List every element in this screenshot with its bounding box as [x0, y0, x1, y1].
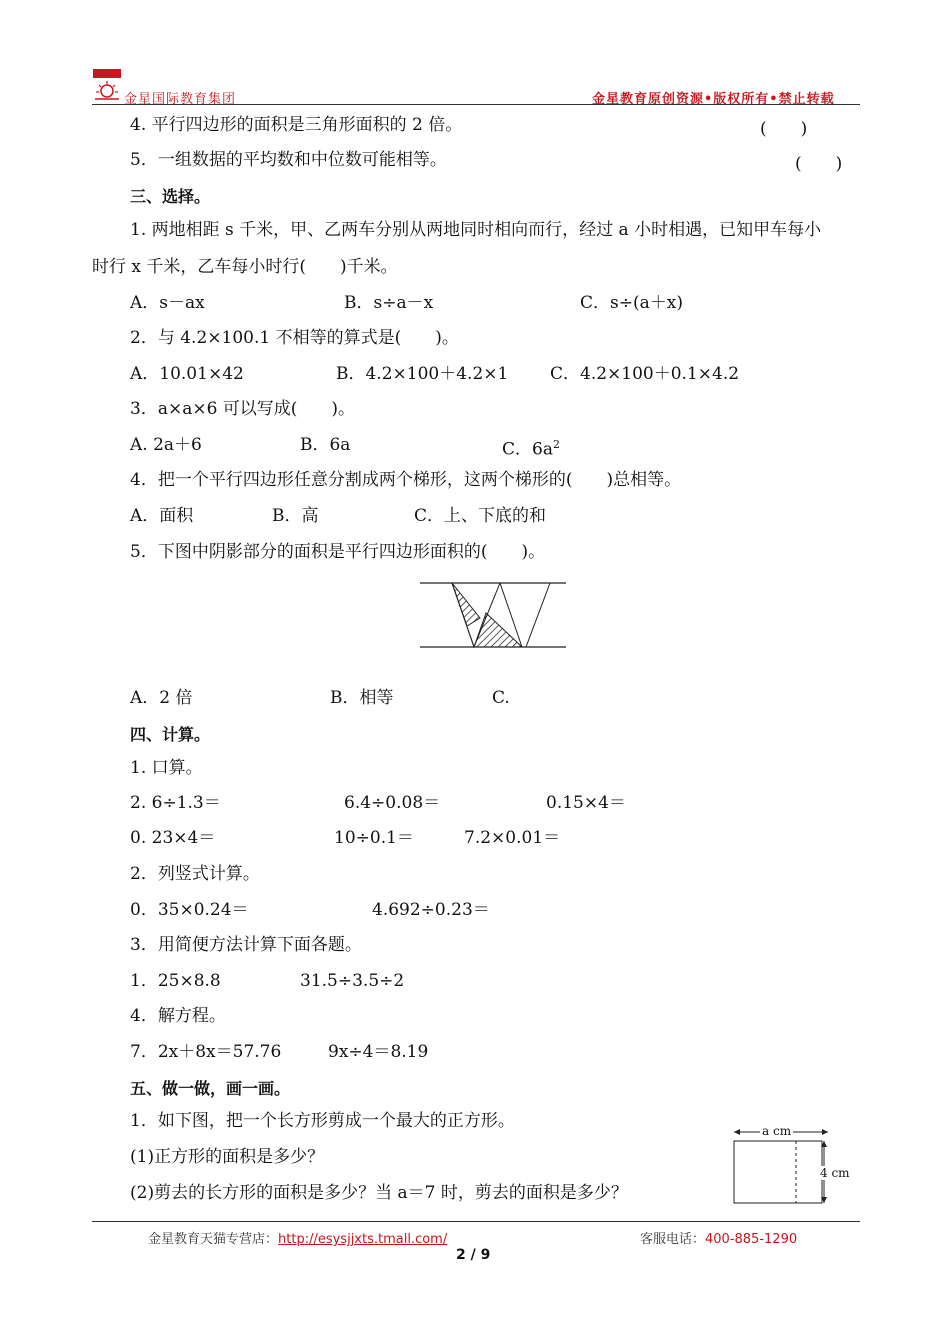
logo-text: 金星国际教育集团 — [124, 92, 237, 107]
footer-phone-number: 400-885-1290 — [705, 1232, 798, 1247]
footer-store-link[interactable]: http://esysjjxts.tmall.com/ — [278, 1232, 448, 1247]
q3-option-c[interactable] — [502, 434, 560, 461]
q5-option-c[interactable]: C. — [492, 688, 510, 708]
q1-option-b[interactable]: B．s÷a－x — [344, 293, 434, 313]
judge-answer-4[interactable]: ( ) — [760, 119, 808, 139]
q1-option-c[interactable]: C．s÷(a＋x) — [580, 293, 683, 313]
s5-sub2: (2)剪去的长方形的面积是多少？当 a＝7 时，剪去的面积是多少？ — [130, 1183, 628, 1203]
fig-height-label: 4 cm — [820, 1166, 850, 1180]
calc-part-3: 3．用简便方法计算下面各题。 — [130, 935, 362, 955]
page-number: 2 / 9 — [456, 1247, 491, 1263]
calc-part-4: 4．解方程。 — [130, 1006, 226, 1026]
calc-row1-item2: 6.4÷0.08＝ — [344, 793, 441, 813]
q4-text: 4．把一个平行四边形任意分割成两个梯形，这两个梯形的( )总相等。 — [130, 470, 682, 490]
calc-row2-item2: 10÷0.1＝ — [334, 828, 414, 848]
q5-text: 5．下图中阴影部分的面积是平行四边形面积的( )。 — [130, 542, 546, 562]
q2-text: 2．与 4.2×100.1 不相等的算式是( )。 — [130, 328, 459, 348]
q3-text: 3．a×a×6 可以写成( )。 — [130, 399, 356, 419]
judge-item-5: 5．一组数据的平均数和中位数可能相等。 — [130, 150, 447, 170]
header-divider — [92, 104, 860, 105]
q3-option-b[interactable]: B．6a — [300, 435, 351, 455]
q3-option-c-label: C．6a — [502, 439, 553, 460]
calc-row4-item1: 1．25×8.8 — [130, 971, 221, 991]
judge-answer-5[interactable]: ( ) — [795, 154, 843, 174]
parallelogram-shaded-figure — [418, 578, 570, 652]
s5-sub1: (1)正方形的面积是多少？ — [130, 1147, 325, 1167]
footer-store-label: 金星教育天猫专营店： — [148, 1232, 279, 1247]
calc-row3-item2: 4.692÷0.23＝ — [372, 900, 490, 920]
q1-option-a[interactable]: A．s－ax — [130, 293, 205, 313]
calc-row2-item1: 0. 23×4＝ — [130, 828, 216, 848]
judge-item-4: 4. 平行四边形的面积是三角形面积的 2 倍。 — [130, 115, 463, 135]
q5-option-a[interactable]: A．2 倍 — [130, 688, 193, 708]
footer-phone — [640, 1228, 797, 1247]
q2-option-c[interactable]: C．4.2×100＋0.1×4.2 — [550, 364, 740, 384]
q4-option-b[interactable]: B．高 — [272, 506, 319, 526]
calc-part-2: 2．列竖式计算。 — [130, 864, 260, 884]
q2-option-b[interactable]: B．4.2×100＋4.2×1 — [336, 364, 509, 384]
q4-option-a[interactable]: A．面积 — [130, 506, 194, 526]
calc-row1-item3: 0.15×4＝ — [546, 793, 626, 813]
section-3-title: 三、选择。 — [130, 187, 211, 206]
calc-row1-item1: 2. 6÷1.3＝ — [130, 793, 221, 813]
q1-text-line1: 1. 两地相距 s 千米，甲、乙两车分别从两地同时相向而行，经过 a 小时相遇，已知甲车每小 — [130, 220, 822, 240]
footer-phone-label: 客服电话： — [640, 1232, 706, 1247]
q1-text-line2: 时行 x 千米，乙车每小时行( )千米。 — [92, 257, 398, 277]
calc-row5-item2: 9x÷4＝8.19 — [328, 1042, 429, 1062]
calc-row3-item1: 0．35×0.24＝ — [130, 900, 249, 920]
q4-option-c[interactable]: C．上、下底的和 — [414, 506, 547, 526]
copyright-notice: 金星教育原创资源•版权所有•禁止转载 — [592, 92, 835, 107]
calc-row4-item2: 31.5÷3.5÷2 — [300, 971, 405, 991]
logo-emblem-icon — [92, 68, 122, 102]
footer-divider — [92, 1221, 860, 1222]
fig-width-label: a cm — [762, 1124, 792, 1138]
section-5-title: 五、做一做，画一画。 — [130, 1079, 291, 1098]
calc-row5-item1: 7．2x＋8x＝57.76 — [130, 1042, 282, 1062]
calc-part-1: 1. 口算。 — [130, 758, 203, 778]
calc-row2-item3: 7.2×0.01＝ — [464, 828, 561, 848]
section-4-title: 四、计算。 — [130, 725, 211, 744]
s5-q1-text: 1．如下图，把一个长方形剪成一个最大的正方形。 — [130, 1111, 515, 1131]
footer-store — [148, 1228, 447, 1247]
q5-option-b[interactable]: B．相等 — [330, 688, 394, 708]
q3-option-c-exponent: 2 — [552, 438, 560, 451]
q2-option-a[interactable]: A．10.01×42 — [130, 364, 244, 384]
q3-option-a[interactable]: A. 2a＋6 — [130, 435, 202, 455]
